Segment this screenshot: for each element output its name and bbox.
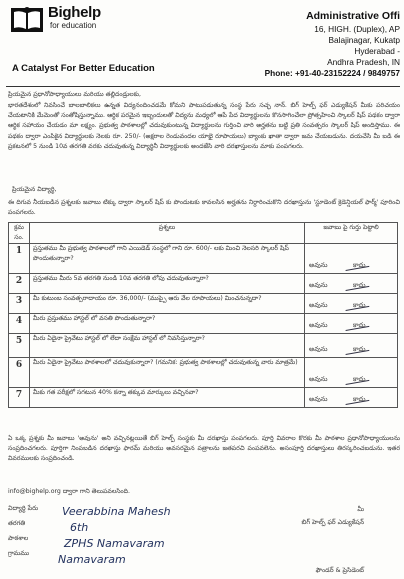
row-number: 7 — [9, 388, 30, 408]
answer-cell[interactable] — [305, 274, 398, 294]
brand-subtitle: for education — [50, 21, 97, 30]
question-text: ప్రస్తుతము మీరు 5వ తరగతి నుండి 10వ తరగతి లోపు చదువుతున్నారా? — [30, 274, 305, 294]
instructions-paragraph: ఈ దిగువ నీయబడిన ప్రశ్నలకు జవాబు టిక్కు ద్వారా స్కాలర్ షిప్ కు పొందుటకు కావలసిన అర్హతను నిర్ధారించుకొని దరఖాస్తును 'స్టూడెంట్ క్రెడెన్షియల్ ఫార్మ్' పూరించి పంపగలరు. — [8, 199, 400, 217]
no-option[interactable]: కాదు — [353, 321, 366, 329]
question-text: ప్రస్తుతము మీ ప్రభుత్వ పాఠశాలలో గాని ఎయిడెడ్ సంస్థలో గాని రూ. 600/- లకు మించి నెలసరి స్కాలర్ షిప్ పొందుతున్నారా? — [30, 244, 305, 274]
yes-option[interactable]: అవును — [309, 345, 328, 353]
book-logo-icon — [10, 5, 44, 35]
table-row — [9, 244, 398, 274]
table-row — [9, 274, 398, 294]
salutation: ప్రియమైన ప్రధానోపాధ్యాయులు మరియు తల్లిదండ్రులకు, — [8, 91, 141, 98]
header-questions: ప్రశ్నలు — [30, 223, 305, 244]
table-row — [9, 334, 398, 358]
yes-option[interactable]: అవును — [309, 261, 328, 269]
school-field[interactable]: ZPHS Namavaram — [64, 537, 165, 550]
answer-cell[interactable] — [305, 294, 398, 314]
header-divider — [6, 86, 400, 87]
tagline: A Catalyst For Better Education — [12, 63, 155, 74]
village-label: గ్రామము — [8, 550, 30, 557]
question-text: మీరు ఏదైనా ప్రైవేటు పాఠశాలలో చదువుకున్నారా? (గమనిక: ప్రభుత్వ పాఠశాలల్లో చదువుతున్న వారు మాత్రమే) — [30, 358, 305, 388]
row-number: 5 — [9, 334, 30, 358]
no-option[interactable]: కాదు — [353, 301, 366, 309]
answer-cell[interactable] — [305, 244, 398, 274]
no-option[interactable]: కాదు — [353, 281, 366, 289]
no-option[interactable]: కాదు — [353, 375, 366, 383]
office-title: Administrative Offi — [306, 10, 400, 22]
yes-option[interactable]: అవును — [309, 281, 328, 289]
class-field[interactable]: 6th — [70, 521, 89, 534]
office-address — [265, 10, 400, 79]
row-number: 4 — [9, 314, 30, 334]
table-row — [9, 314, 398, 334]
student-details-labels — [8, 503, 38, 563]
table-header-row — [9, 223, 398, 244]
name-label: విద్యార్థి పేరు — [8, 505, 39, 512]
closing-paragraph: ఏ ఒక్క ప్రశ్నకు మీ జవాబు 'అవును' అని వచ్చినట్లయితే బిగ్ హెల్ప్ సంస్థకు మీ దరఖాస్తు పంపగలరు. పూర్తి వివరాల కొరకు మీ పాఠశాల ప్రధానోపాధ్యాయులను సంప్రదించగలరు. పూర్తిగా నింపబడిన దరఖాస్తు ఫారమ్ మరియు అవసరమైన పత్రాలను జతపరచి పంపవలెను. అసంపూర్తి దరఖాస్తులు తిరస్కరించబడును. ఇతర వివరములకు సంప్రదించండి. — [8, 435, 400, 463]
question-text: మీ కుటుంబ సంవత్సరాదాయం రూ. 36,000/- (ముప్పై ఆరు వేల రూపాయలు) మించనున్నదా? — [30, 294, 305, 314]
question-text: మీరు ప్రస్తుతము హాస్టల్ లో వసతి పొందుతున్నారా? — [30, 314, 305, 334]
table-row — [9, 294, 398, 314]
answer-cell[interactable] — [305, 314, 398, 334]
student-greeting: ప్రియమైన విద్యార్థి, — [12, 186, 57, 193]
office-line: Hyderabad - — [354, 46, 400, 56]
yes-option[interactable]: అవును — [309, 395, 328, 403]
answer-cell[interactable] — [305, 358, 398, 388]
yes-option[interactable]: అవును — [309, 321, 328, 329]
question-text: మీరు ఏదైనా ప్రైవేటు హాస్టల్ లో లేదా సంక్షేమ హాస్టల్ లో నివసిస్తున్నారా? — [30, 334, 305, 358]
table-row — [9, 388, 398, 408]
eligibility-table — [8, 222, 398, 408]
yes-option[interactable]: అవును — [309, 301, 328, 309]
row-number: 1 — [9, 244, 30, 274]
contact-email: info@bighelp.org ద్వారా గాని తెలుపవలసింది. — [8, 488, 131, 495]
no-option[interactable]: కాదు — [353, 395, 366, 403]
row-number: 3 — [9, 294, 30, 314]
sign-off-org: బిగ్ హెల్ప్ ఫర్ ఎడ్యుకేషన్ — [301, 519, 364, 526]
no-option[interactable]: కాదు — [353, 345, 366, 353]
sign-off-line: మీ — [357, 506, 364, 513]
header-serial: క్రమ సం. — [9, 223, 30, 244]
office-line: 16, HIGH. (Duplex), AP — [314, 24, 400, 34]
office-line: Andhra Pradesh, IN — [327, 57, 400, 67]
table-row — [9, 358, 398, 388]
founder-title: ఫౌండర్ & ప్రెసిడెంట్ — [315, 567, 364, 574]
student-name-field[interactable]: Veerabbina Mahesh — [62, 505, 171, 518]
header-answer: జవాబు పై గుర్తు పెట్టాలి — [305, 223, 398, 244]
village-field[interactable]: Namavaram — [58, 553, 126, 566]
question-text: మీకు గత పరీక్షలో సగటున 40% కన్నా తక్కువ మార్కులు వచ్చినవా? — [30, 388, 305, 408]
row-number: 6 — [9, 358, 30, 388]
brand-name: Bighelp — [48, 4, 101, 21]
row-number: 2 — [9, 274, 30, 294]
answer-cell[interactable] — [305, 334, 398, 358]
no-option[interactable]: కాదు — [353, 261, 366, 269]
office-line: Balajinagar, Kukatp — [328, 35, 400, 45]
answer-cell[interactable] — [305, 388, 398, 408]
yes-option[interactable]: అవును — [309, 375, 328, 383]
office-phone: Phone: +91-40-23152224 / 9849757 — [264, 68, 400, 78]
school-label: పాఠశాల — [8, 535, 29, 542]
intro-paragraph: భారతదేశంలో నివసించే బాలబాలికలు ఉన్నత విద్యనందించడమే కోమని పాటుపడుతున్న సంస్థ పేరు సచ్ఛ నాన్. బిగ్ హెల్ప్ ఫర్ ఎడ్యుకేషన్ మీకు పరిచయం చేయటానికి మేమెంతో సంతోషిస్తున్నాము. ఆర్థిక పరమైన ఇబ్బందులతో విద్యను మధ్యలో ఆపే పేద విద్యార్థులను కొనసాగించేలా ప్రోత్సహించి స్కాలర్ షిప్ పథకం ద్వారా ఆర్థిక సహాయం చేయడం మా లక్ష్యం. ప్రభుత్వ పాఠశాలల్లో చదువుకుంటున్న విద్యార్థులను గుర్తించి వారి అర్హతను బట్టి ప్రతి సంవత్సరం స్కాలర్ షిప్ అందిస్తాము. ఈ పథకం ద్వారా ఎంపికైన విద్యార్థులకు నెలకు రూ. 250/- (అక్షరాల రెండువందల యాభై రూపాయలు) బ్యాంకు ఖాతా ద్వారా జమ చేయబడును. దయచేసి మీ బడి ఈ ప్రకటనలో 5 నుండి 10వ తరగతి వరకు చదువుతున్న విద్యార్థినీ విద్యార్థులకు అందజేసి వారి దరఖాస్తులను మాకు పంపగలరు. — [8, 102, 400, 150]
class-label: తరగతి — [8, 520, 26, 527]
